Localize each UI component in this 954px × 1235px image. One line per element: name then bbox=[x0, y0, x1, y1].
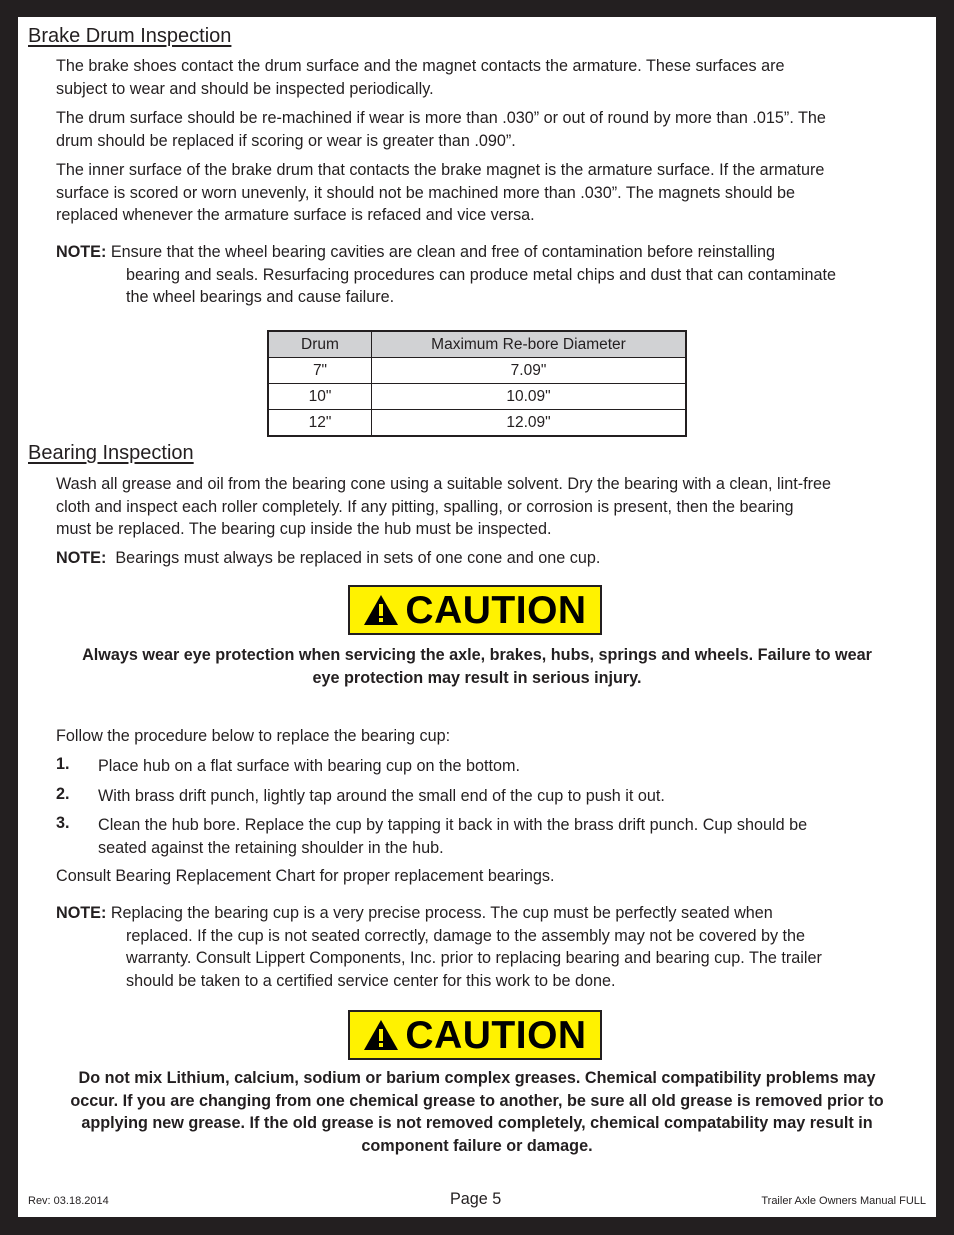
table-header-row bbox=[268, 331, 686, 358]
rebore-diameter-cell: 10.09" bbox=[372, 384, 687, 410]
text-line: Always wear eye protection when servicing the axle, brakes, hubs, springs and wheels. Failure to wear bbox=[82, 646, 872, 664]
step-text bbox=[98, 814, 918, 859]
rebore-diameter-table bbox=[267, 330, 687, 437]
note-text: Bearings must always be replaced in sets of one cone and one cup. bbox=[106, 549, 601, 567]
caution-1-text bbox=[38, 644, 916, 689]
bearing-paragraph bbox=[56, 473, 916, 541]
note-text: bearing and seals. Resurfacing procedures can produce metal chips and dust that can contaminate bbox=[126, 265, 836, 284]
caution-label-1 bbox=[348, 585, 602, 635]
text-line: component failure or damage. bbox=[361, 1136, 593, 1155]
note-text: warranty. Consult Lippert Components, Inc. prior to replacing bearing and bearing cup. The trailer bbox=[126, 949, 822, 967]
manual-page bbox=[18, 17, 936, 1217]
note-text: Replacing the bearing cup is a very precise process. The cup must be perfectly seated when bbox=[106, 904, 773, 922]
brake-paragraph-3 bbox=[56, 159, 916, 227]
drum-size-cell: 7" bbox=[268, 358, 372, 384]
text-line: The drum surface should be re-machined if wear is more than .030” or out of round by more than .015”. The bbox=[56, 109, 826, 127]
step-text bbox=[98, 755, 918, 778]
caution-2-text bbox=[38, 1067, 916, 1157]
manual-title: Trailer Axle Owners Manual FULL bbox=[761, 1195, 926, 1207]
bearing-section-title: Bearing Inspection bbox=[28, 442, 194, 464]
text-line: surface is scored or worn unevenly, it should not be machined more than .030”. The magnets should be bbox=[56, 183, 796, 202]
consult-chart-text: Consult Bearing Replacement Chart for proper replacement bearings. bbox=[56, 867, 555, 885]
text-line: subject to wear and should be inspected periodically. bbox=[56, 79, 434, 98]
warning-triangle-icon bbox=[363, 1019, 399, 1051]
text-line: Do not mix Lithium, calcium, sodium or barium complex greases. Chemical compatibility problems may bbox=[78, 1069, 876, 1087]
column-header-drum: Drum bbox=[268, 331, 372, 358]
step-number: 1. bbox=[56, 755, 70, 773]
warning-triangle-icon bbox=[363, 594, 399, 626]
brake-note bbox=[56, 241, 916, 309]
procedure-intro: Follow the procedure below to replace the bearing cup: bbox=[56, 727, 451, 745]
text-line: cloth and inspect each roller completely. If any pitting, spalling, or corrosion is present, then the bearing bbox=[56, 497, 794, 516]
note-label: NOTE: bbox=[56, 904, 107, 922]
column-header-max-rebore: Maximum Re-bore Diameter bbox=[372, 331, 687, 358]
text-line: Clean the hub bore. Replace the cup by tapping it back in with the brass drift punch. Cup should be bbox=[98, 816, 808, 834]
text-line: The brake shoes contact the drum surface and the magnet contacts the armature. These surfaces are bbox=[56, 57, 785, 75]
text-line: applying new grease. If the old grease is not removed completely, chemical compatability may result in bbox=[81, 1114, 873, 1132]
caution-word: CAUTION bbox=[405, 588, 587, 632]
note-text: the wheel bearings and cause failure. bbox=[126, 288, 395, 306]
drum-size-cell: 10" bbox=[268, 384, 372, 410]
brake-paragraph-2 bbox=[56, 107, 916, 152]
text-line: With brass drift punch, lightly tap around the small end of the cup to push it out. bbox=[98, 787, 665, 805]
text-line: seated against the retaining shoulder in the hub. bbox=[98, 838, 444, 857]
bearing-note bbox=[56, 547, 916, 570]
caution-label-2 bbox=[348, 1010, 602, 1060]
note-text: replaced. If the cup is not seated correctly, damage to the assembly may not be covered by the bbox=[126, 926, 806, 945]
text-line: Wash all grease and oil from the bearing cone using a suitable solvent. Dry the bearing with a clean, lint-free bbox=[56, 475, 832, 493]
table-row bbox=[268, 410, 686, 437]
drum-size-cell: 12" bbox=[268, 410, 372, 437]
step-text bbox=[98, 785, 918, 808]
page-number: Page 5 bbox=[450, 1190, 502, 1208]
text-line: drum should be replaced if scoring or wear is greater than .090”. bbox=[56, 131, 516, 150]
text-line: replaced whenever the armature surface is refaced and vice versa. bbox=[56, 206, 535, 224]
step-number: 2. bbox=[56, 785, 70, 803]
revision-date: Rev: 03.18.2014 bbox=[28, 1195, 109, 1207]
rebore-diameter-cell: 12.09" bbox=[372, 410, 687, 437]
brake-paragraph-1 bbox=[56, 55, 916, 100]
note-text: should be taken to a certified service center for this work to be done. bbox=[126, 971, 616, 990]
rebore-diameter-cell: 7.09" bbox=[372, 358, 687, 384]
note-label: NOTE: bbox=[56, 243, 107, 261]
note-label: NOTE: bbox=[56, 549, 107, 567]
procedure-note bbox=[56, 902, 916, 992]
caution-word: CAUTION bbox=[405, 1013, 587, 1057]
note-text: Ensure that the wheel bearing cavities are clean and free of contamination before reinstalling bbox=[106, 243, 775, 261]
text-line: Place hub on a flat surface with bearing cup on the bottom. bbox=[98, 757, 521, 775]
brake-drum-section-title: Brake Drum Inspection bbox=[28, 25, 232, 47]
table-row bbox=[268, 358, 686, 384]
step-number: 3. bbox=[56, 814, 70, 832]
text-line: must be replaced. The bearing cup inside the hub must be inspected. bbox=[56, 520, 552, 538]
text-line: occur. If you are changing from one chemical grease to another, be sure all old grease is removed prior to bbox=[70, 1091, 884, 1110]
table-row bbox=[268, 384, 686, 410]
text-line: The inner surface of the brake drum that contacts the brake magnet is the armature surface. If the armature bbox=[56, 161, 825, 179]
text-line: eye protection may result in serious injury. bbox=[312, 668, 642, 687]
